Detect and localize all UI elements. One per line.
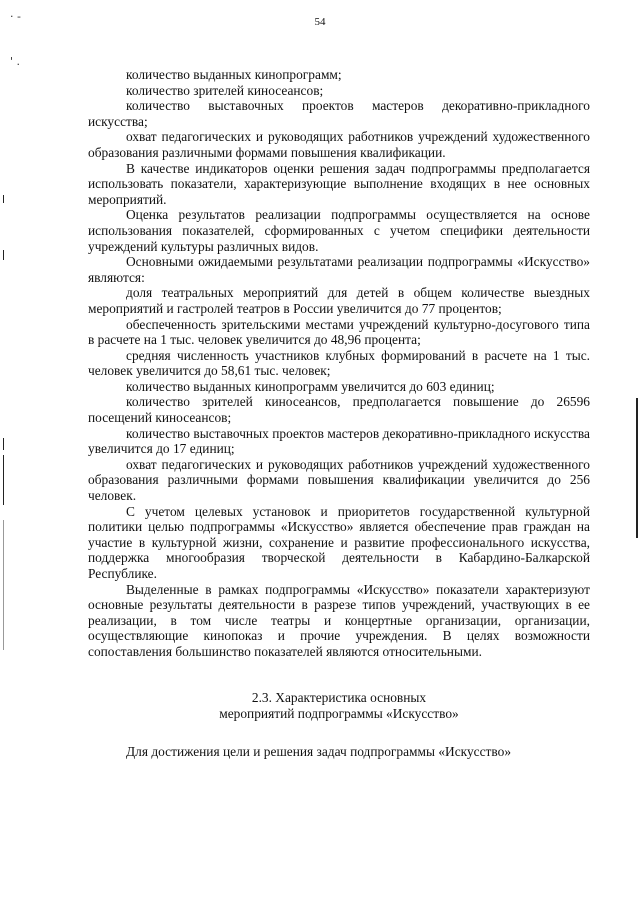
scan-artifact: ' . [10,55,21,68]
paragraph: количество зрителей киносеансов, предполагается повышение до 26596 посещений киносеансов; [88,394,590,426]
paragraph: В качестве индикаторов оценки решения задач подпрограммы предполагается использовать показатели, характеризующие выполнение входящих в нее основных мероприятий. [88,160,590,207]
paragraph: количество выданных кинопрограмм; [126,67,342,82]
scan-artifact: · - [10,10,21,23]
paragraph: Выделенные в рамках подпрограммы «Искусство» показатели характеризуют основные результаты деятельности в разрезе типов учреждений, участвующих в ее реализации, в том числе театры и концертные организации, организации, осуществляющие кинопоказ и прочие учреждения. В целях возможности сопоставления большинство показателей являются относительными. [88,581,590,659]
paragraph: доля театральных мероприятий для детей в общем количестве выездных мероприятий и гастролей театров в России увеличится до 77 процентов; [88,285,590,316]
document-body [88,67,590,759]
page-number: 54 [314,16,326,28]
paragraph: количество выставочных проектов мастеров декоративно-прикладного искусства увеличится до 17 единиц; [88,425,590,457]
paragraph: количество зрителей киносеансов; [126,82,324,98]
scan-mark [3,195,4,203]
section-heading-line: 2.3. Характеристика основных [251,689,427,705]
paragraph: Для достижения цели и решения задач подпрограммы «Искусство» [126,743,512,759]
paragraph: С учетом целевых установок и приоритетов государственной культурной политики целью подпрограммы «Искусство» является обеспечение прав граждан на участие в культурной жизни, сохранение и развитие профессионального искусства, поддержка многообразия творческой деятельности в Кабардино-Балкарской Республике. [88,503,590,581]
paragraph: средняя численность участников клубных формирований в расчете на 1 тыс. человек увеличится до 58,61 тыс. человек; [88,347,590,379]
scan-mark [636,398,638,538]
paragraph: Основными ожидаемыми результатами реализации подпрограммы «Искусство» являются: [88,254,590,285]
scan-mark [3,520,4,650]
section-heading-line: мероприятий подпрограммы «Искусство» [219,705,459,721]
section-heading [88,690,590,722]
scan-mark [3,250,4,260]
paragraph: количество выданных кинопрограмм увеличится до 603 единиц; [126,378,495,394]
paragraph: обеспеченность зрительскими местами учреждений культурно-досугового типа в расчете на 1 тыс. человек увеличится до 48,96 процента; [88,316,590,348]
paragraph: количество выставочных проектов мастеров декоративно-прикладного искусства; [88,98,590,129]
scan-mark [3,438,4,450]
scan-mark [3,455,4,505]
paragraph: охват педагогических и руководящих работников учреждений художественного образования различными формами повышения квалификации. [88,129,590,160]
paragraph: Оценка результатов реализации подпрограммы осуществляется на основе использования показателей, сформированных с учетом специфики деятельности учреждений культуры различных видов. [88,207,590,254]
paragraph: охват педагогических и руководящих работников учреждений художественного образования различными формами повышения квалификации увеличится до 256 человек. [88,456,590,504]
